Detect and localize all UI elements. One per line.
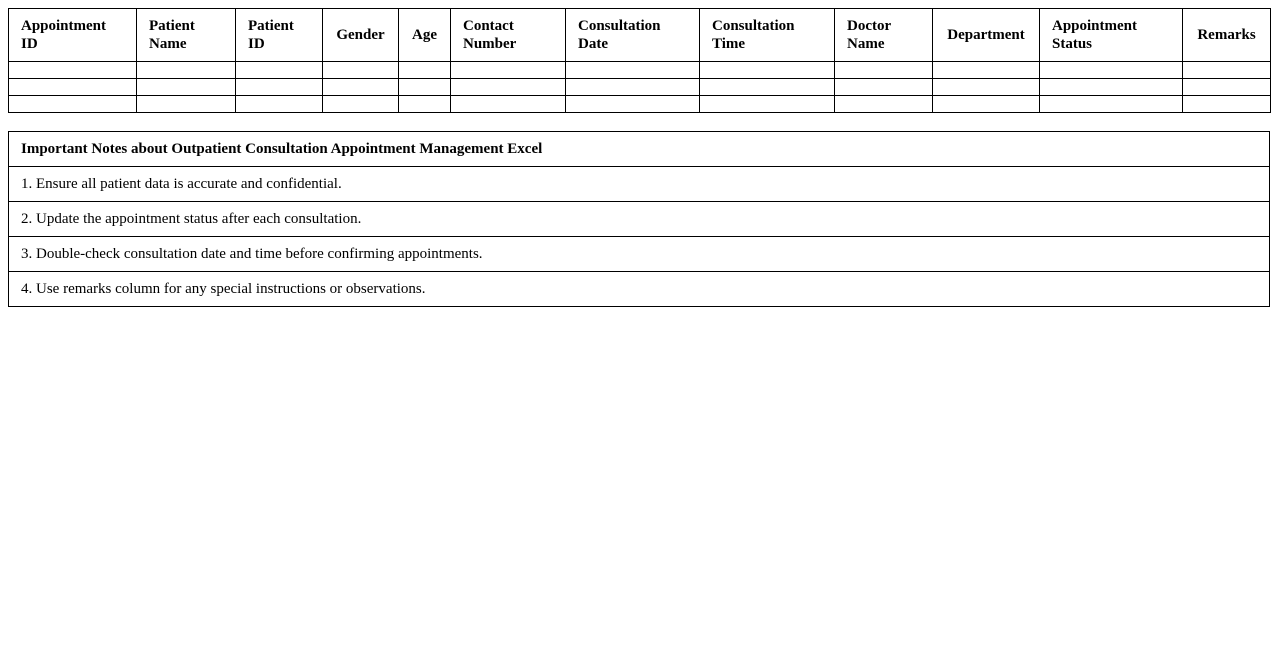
header-department: Department bbox=[933, 9, 1040, 62]
header-patient-id: Patient ID bbox=[236, 9, 323, 62]
table-cell[interactable] bbox=[835, 96, 933, 113]
header-age: Age bbox=[399, 9, 451, 62]
notes-title: Important Notes about Outpatient Consultation Appointment Management Excel bbox=[9, 132, 1270, 167]
header-patient-name: Patient Name bbox=[137, 9, 236, 62]
table-cell[interactable] bbox=[399, 79, 451, 96]
table-cell[interactable] bbox=[700, 96, 835, 113]
table-cell[interactable] bbox=[137, 62, 236, 79]
table-row bbox=[9, 79, 1271, 96]
table-cell[interactable] bbox=[9, 79, 137, 96]
table-cell[interactable] bbox=[566, 62, 700, 79]
table-cell[interactable] bbox=[1040, 79, 1183, 96]
table-row bbox=[9, 62, 1271, 79]
table-cell[interactable] bbox=[566, 96, 700, 113]
table-cell[interactable] bbox=[236, 96, 323, 113]
table-cell[interactable] bbox=[700, 62, 835, 79]
table-cell[interactable] bbox=[700, 79, 835, 96]
table-cell[interactable] bbox=[566, 79, 700, 96]
table-cell[interactable] bbox=[323, 96, 399, 113]
header-appointment-status: Appointment Status bbox=[1040, 9, 1183, 62]
note-item: 1. Ensure all patient data is accurate and confidential. bbox=[9, 167, 1270, 202]
table-cell[interactable] bbox=[236, 62, 323, 79]
note-item: 3. Double-check consultation date and time before confirming appointments. bbox=[9, 237, 1270, 272]
table-cell[interactable] bbox=[835, 62, 933, 79]
table-cell[interactable] bbox=[137, 96, 236, 113]
table-cell[interactable] bbox=[933, 62, 1040, 79]
table-cell[interactable] bbox=[451, 79, 566, 96]
note-item: 4. Use remarks column for any special instructions or observations. bbox=[9, 272, 1270, 307]
table-cell[interactable] bbox=[451, 62, 566, 79]
table-cell[interactable] bbox=[1183, 96, 1271, 113]
table-cell[interactable] bbox=[451, 96, 566, 113]
table-cell[interactable] bbox=[9, 62, 137, 79]
header-gender: Gender bbox=[323, 9, 399, 62]
table-cell[interactable] bbox=[236, 79, 323, 96]
table-cell[interactable] bbox=[933, 96, 1040, 113]
header-appointment-id: Appointment ID bbox=[9, 9, 137, 62]
table-cell[interactable] bbox=[933, 79, 1040, 96]
header-consultation-time: Consultation Time bbox=[700, 9, 835, 62]
table-cell[interactable] bbox=[1183, 79, 1271, 96]
header-row bbox=[9, 9, 1271, 62]
header-remarks: Remarks bbox=[1183, 9, 1271, 62]
header-consultation-date: Consultation Date bbox=[566, 9, 700, 62]
table-cell[interactable] bbox=[399, 96, 451, 113]
table-cell[interactable] bbox=[9, 96, 137, 113]
table-cell[interactable] bbox=[323, 62, 399, 79]
table-row bbox=[9, 96, 1271, 113]
table-cell[interactable] bbox=[323, 79, 399, 96]
table-cell[interactable] bbox=[1040, 96, 1183, 113]
table-cell[interactable] bbox=[835, 79, 933, 96]
header-doctor-name: Doctor Name bbox=[835, 9, 933, 62]
table-cell[interactable] bbox=[1183, 62, 1271, 79]
appointment-table bbox=[8, 8, 1271, 113]
notes-table bbox=[8, 131, 1270, 307]
note-item: 2. Update the appointment status after each consultation. bbox=[9, 202, 1270, 237]
table-cell[interactable] bbox=[137, 79, 236, 96]
header-contact-number: Contact Number bbox=[451, 9, 566, 62]
table-cell[interactable] bbox=[1040, 62, 1183, 79]
table-cell[interactable] bbox=[399, 62, 451, 79]
